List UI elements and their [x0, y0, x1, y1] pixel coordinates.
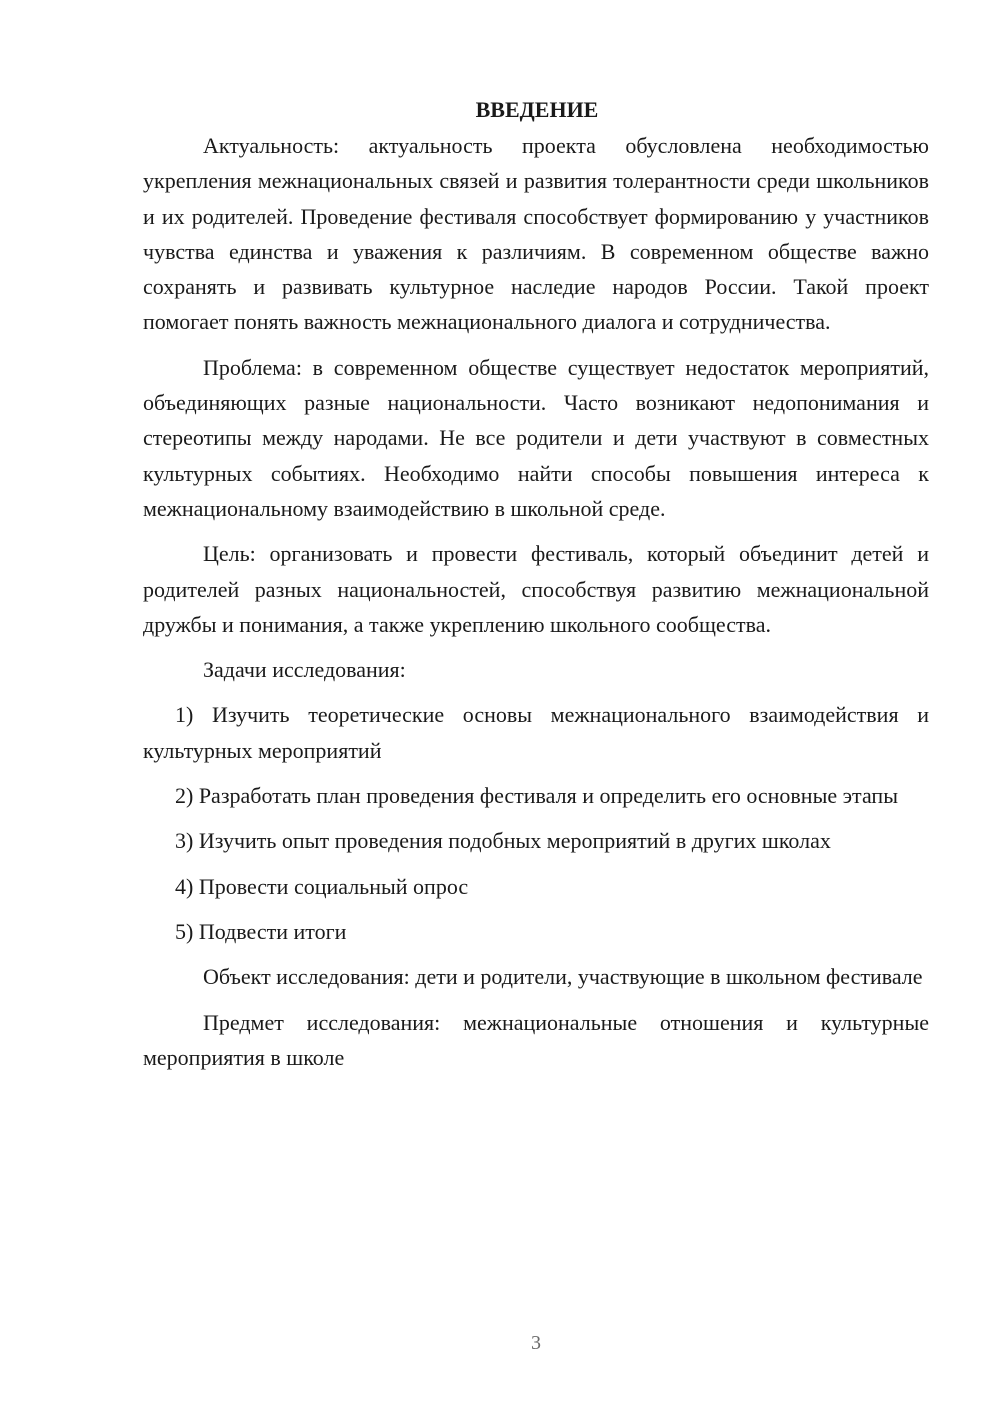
object-paragraph: Объект исследования: дети и родители, участвующие в школьном фестивале [203, 964, 923, 990]
problem-paragraph: Проблема: в современном обществе существует недостаток мероприятий, объединяющих разные национальности. Часто возникают недопонимания и стереотипы между народами. Не все родители и дети участвуют в совместных культурных событиях. Необходимо найти способы повышения интереса к межнациональному взаимодействию в школьной среде. [143, 354, 929, 521]
task-item-5: 5) Подвести итоги [175, 918, 347, 944]
task-item-2: 2) Разработать план проведения фестиваля и определить его основные этапы [175, 783, 898, 809]
goal-paragraph: Цель: организовать и провести фестиваль, который объединит детей и родителей разных национальностей, способствуя развитию межнациональной дружбы и понимания, а также укреплению школьного сообщества. [143, 541, 929, 637]
section-title: ВВЕДЕНИЕ [475, 97, 599, 122]
task-item-3: 3) Изучить опыт проведения подобных мероприятий в других школах [175, 828, 831, 854]
subject-paragraph: Предмет исследования: межнациональные отношения и культурные мероприятия в школе [143, 1009, 929, 1070]
tasks-heading: Задачи исследования: [203, 657, 406, 683]
task-item-1: 1) Изучить теоретические основы межнационального взаимодействия и культурных мероприятий [143, 702, 929, 763]
tasks-list [143, 697, 929, 949]
document-page [143, 92, 929, 1085]
task-item-4: 4) Провести социальный опрос [175, 873, 469, 899]
relevance-paragraph: Актуальность: актуальность проекта обусловлена необходимостью укрепления межнациональных связей и развития толерантности среди школьников и их родителей. Проведение фестиваля способствует формированию у участников чувства единства и уважения к различиям. В современном обществе важно сохранять и развивать культурное наследие народов России. Такой проект помогает понять важность межнационального диалога и сотрудничества. [143, 133, 929, 335]
page-number: 3 [531, 1332, 541, 1354]
